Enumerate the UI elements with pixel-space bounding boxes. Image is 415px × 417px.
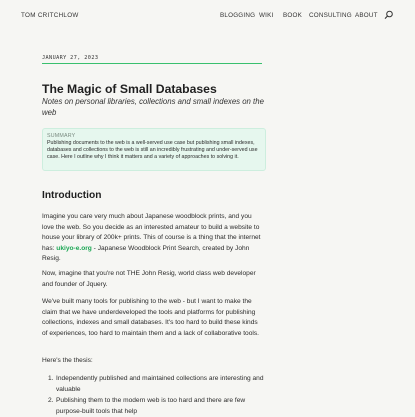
- section-heading-introduction: Introduction: [42, 190, 102, 201]
- post-date-row: [42, 55, 262, 64]
- nav-wiki[interactable]: WIKI: [259, 12, 274, 19]
- paragraph-thesis-intro: Here's the thesis:: [42, 357, 93, 364]
- paragraph-john-resig: Now, imagine that you're not THE John Resig, world class web developer and founder of Jquery.: [42, 270, 256, 288]
- post-subtitle: Notes on personal libraries, collections and small indexes on the web: [42, 97, 264, 117]
- list-item: 1. Independently published and maintained collections are interesting and valuable: [48, 375, 264, 393]
- post-date: JANUARY 27, 2023: [42, 55, 99, 61]
- thesis-list: [42, 374, 264, 417]
- post-title: The Magic of Small Databases: [42, 82, 217, 96]
- summary-text: Publishing documents to the web is a well-served use case but publishing small indexes, databases and collections to the web is still an incredibly frustrating and under-served use case. Here I outline why I think it matters and a variety of approaches to solving it.: [47, 140, 258, 161]
- site-name-link[interactable]: TOM CRITCHLOW: [21, 12, 79, 19]
- nav-blogging[interactable]: BLOGGING: [220, 12, 256, 19]
- paragraph-intro-text: Imagine you care very much about Japanese woodblock prints, and you love the web. So you decide as an interested amateur to build a website to house your library of 200k+ prints. This of course is a thing that the internet has:: [42, 213, 261, 252]
- summary-label: SUMMARY: [47, 133, 76, 139]
- nav-consulting[interactable]: CONSULTING: [309, 12, 352, 19]
- list-item: 2. Publishing them to the modern web is too hard and there are few purpose-built tools that help: [48, 397, 246, 415]
- paragraph-tools-claim: We've built many tools for publishing to the web - but I want to make the claim that we have underdeveloped the tools and platforms for publishing collections, indexes and small databases. It's too hard to build these kinds of experiences, too hard to maintain them and a lack of collaborative tools.: [42, 298, 259, 337]
- summary-box: [42, 128, 266, 171]
- paragraph-intro-after: - Japanese Woodblock Print Search, created by John Resig.: [42, 244, 250, 263]
- nav-book[interactable]: BOOK: [283, 12, 302, 19]
- thesis-item-2: Publishing them to the modern web is too hard and there are few purpose-built tools that help: [56, 397, 246, 415]
- thesis-item-1: Independently published and maintained collections are interesting and valuable: [56, 375, 264, 393]
- paragraph-intro: [42, 212, 264, 265]
- main-nav: [0, 12, 415, 22]
- nav-about[interactable]: ABOUT: [355, 12, 378, 19]
- ukiyo-e-link[interactable]: ukiyo-e.org: [56, 244, 92, 252]
- site-header: [0, 0, 415, 34]
- search-icon[interactable]: [384, 10, 394, 20]
